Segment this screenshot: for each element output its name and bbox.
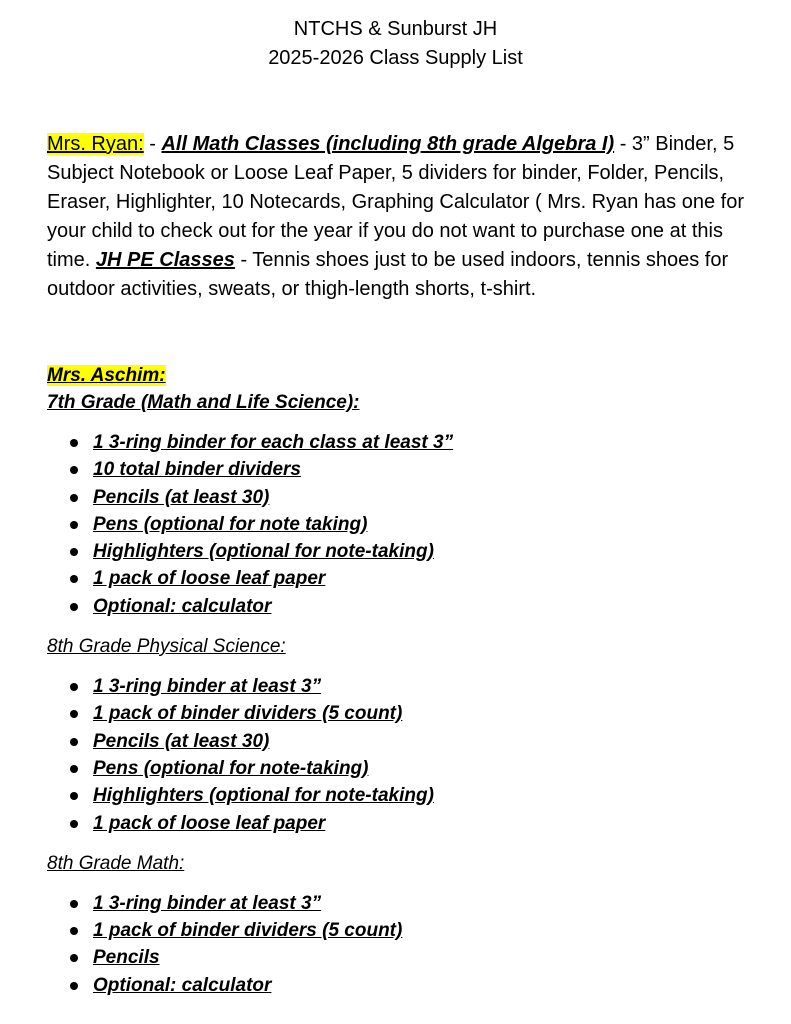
- list-item: [47, 890, 759, 917]
- bullet-icon: [70, 792, 78, 800]
- bullet-icon: [70, 439, 78, 447]
- bullet-icon: [70, 820, 78, 828]
- bullet-icon: [70, 738, 78, 746]
- list-item-text: Highlighters (optional for note-taking): [93, 541, 434, 563]
- list-item-text: Pencils (at least 30): [93, 730, 270, 752]
- bullet-icon: [70, 603, 78, 611]
- bullet-icon: [70, 900, 78, 908]
- bullet-icon: [70, 494, 78, 502]
- document-header: [0, 15, 791, 73]
- list-item-text: 1 pack of loose leaf paper: [93, 568, 326, 590]
- list-item: [47, 944, 759, 971]
- bullet-icon: [70, 765, 78, 773]
- list-item: [47, 538, 759, 565]
- list-item: [47, 782, 759, 809]
- bullet-icon: [70, 927, 78, 935]
- bullet-icon: [70, 982, 78, 990]
- list-item-text: 1 3-ring binder at least 3”: [93, 676, 322, 698]
- bullet-icon: [70, 466, 78, 474]
- bullet-icon: [70, 683, 78, 691]
- supply-list-8th-grade-math: [47, 890, 759, 999]
- list-item: [47, 456, 759, 483]
- list-item-text: Pens (optional for note-taking): [93, 757, 369, 779]
- list-item-text: Optional: calculator: [93, 595, 272, 617]
- bullet-icon: [70, 575, 78, 583]
- header-school-names: NTCHS & Sunburst JH: [293, 18, 498, 40]
- bullet-icon: [70, 954, 78, 962]
- list-item-text: 1 pack of binder dividers (5 count): [93, 703, 403, 725]
- list-item-text: 1 3-ring binder for each class at least 3”: [93, 432, 454, 453]
- list-item-text: Pencils (at least 30): [93, 486, 270, 508]
- section-title-7th-grade: 7th Grade (Math and Life Science):: [47, 392, 360, 413]
- aschim-section: [47, 362, 759, 999]
- list-item: [47, 593, 759, 620]
- list-item-text: 1 pack of binder dividers (5 count): [93, 920, 403, 942]
- teacher-name-aschim-text: Mrs. Aschim:: [47, 365, 166, 386]
- list-item: [47, 810, 759, 837]
- list-item: [47, 972, 759, 999]
- section-title-8th-grade-science: 8th Grade Physical Science:: [47, 636, 286, 658]
- pe-classes-supplies: - Tennis shoes just to be used indoors, tennis shoes for outdoor activities, sweats, or thigh-length shorts, t-shirt.: [47, 249, 729, 300]
- ryan-separator: -: [143, 133, 162, 155]
- list-item: [47, 700, 759, 727]
- list-item: [47, 429, 759, 456]
- math-classes-supplies: - 3” Binder, 5 Subject Notebook or Loose Leaf Paper, 5 dividers for binder, Folder, Pencils, Eraser, Highlighter, 10 Notecards, Graphing Calculator ( Mrs. Ryan has one for your child to check out for the year if you do not want to purchase one at this time.: [47, 133, 744, 271]
- list-item: [47, 917, 759, 944]
- teacher-name-ryan: Mrs. Ryan:: [47, 133, 144, 155]
- list-item: [47, 565, 759, 592]
- section-title-8th-grade-math: 8th Grade Math:: [47, 852, 185, 874]
- list-item: [47, 673, 759, 700]
- list-item-text: 10 total binder dividers: [93, 459, 301, 481]
- supply-list-7th-grade: [47, 429, 759, 620]
- list-item: [47, 484, 759, 511]
- bullet-icon: [70, 548, 78, 556]
- ryan-paragraph: [47, 130, 759, 304]
- list-item: [47, 728, 759, 755]
- teacher-name-aschim: [47, 362, 759, 389]
- list-item-text: 1 pack of loose leaf paper: [93, 812, 326, 834]
- supply-list-8th-grade-science: [47, 673, 759, 837]
- list-item: [47, 511, 759, 538]
- header-list-title: 2025-2026 Class Supply List: [268, 47, 523, 69]
- list-item-text: Pencils: [93, 947, 160, 969]
- math-classes-heading: All Math Classes (including 8th grade Algebra I): [161, 133, 615, 155]
- list-item-text: Highlighters (optional for note-taking): [93, 785, 434, 807]
- list-item-text: 1 3-ring binder at least 3”: [93, 892, 322, 914]
- pe-classes-heading: JH PE Classes: [95, 249, 235, 271]
- bullet-icon: [70, 521, 78, 529]
- list-item: [47, 755, 759, 782]
- list-item-text: Pens (optional for note taking): [93, 513, 368, 535]
- list-item-text: Optional: calculator: [93, 974, 272, 996]
- bullet-icon: [70, 710, 78, 718]
